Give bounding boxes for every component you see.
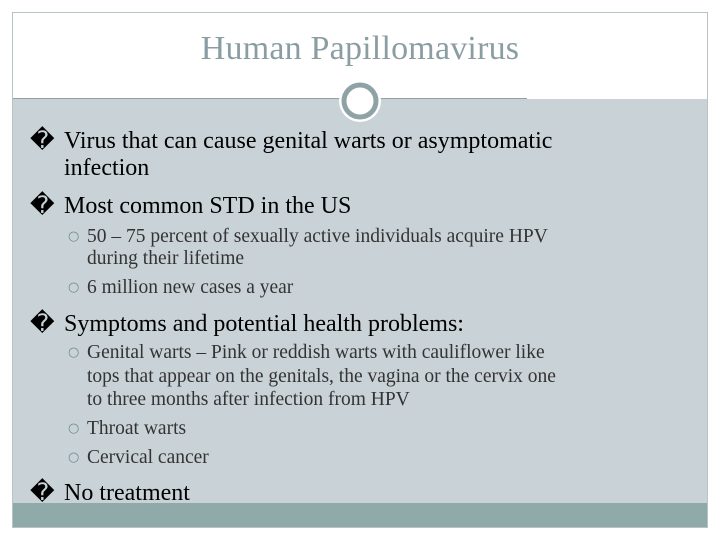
- footer-band: [13, 503, 707, 527]
- title-divider-left: [13, 98, 340, 99]
- sub-bullet-marker: ○: [68, 229, 80, 244]
- sub-bullet-marker: ○: [68, 421, 80, 436]
- sub-bullet-percent-text: 50 – 75 percent of sexually active individuals acquire HPV: [87, 226, 548, 247]
- sub-bullet-percent: [68, 226, 548, 247]
- bullet-virus: [30, 127, 552, 154]
- sub-bullet-percent-continuation: during their lifetime: [87, 248, 245, 269]
- title-divider-right: [380, 98, 527, 99]
- sub-bullet-throat-warts: [68, 418, 186, 439]
- sub-bullet-genital-warts-continuation-1: tops that appear on the genitals, the vagina or the cervix one: [87, 366, 556, 387]
- sub-bullet-cervical-cancer-text: Cervical cancer: [87, 447, 209, 468]
- sub-bullet-marker: ○: [68, 280, 80, 295]
- sub-bullet-genital-warts: [68, 342, 545, 363]
- bullet-virus-text: Virus that can cause genital warts or asymptomatic: [64, 128, 553, 154]
- bullet-no-treatment-text: No treatment: [64, 480, 190, 506]
- sub-bullet-marker: ○: [68, 345, 80, 360]
- bullet-symptoms: [30, 310, 464, 337]
- sub-bullet-genital-warts-continuation-2: to three months after infection from HPV: [87, 389, 410, 410]
- bullet-most-common: [30, 192, 351, 219]
- bullet-marker: �: [30, 478, 55, 506]
- sub-bullet-throat-warts-text: Throat warts: [87, 418, 187, 439]
- slide-title: Human Papillomavirus: [200, 30, 520, 67]
- sub-bullet-new-cases: [68, 277, 293, 298]
- bullet-marker: �: [30, 191, 55, 219]
- bullet-virus-continuation: infection: [64, 155, 150, 181]
- sub-bullet-marker: ○: [68, 450, 80, 465]
- bullet-most-common-text: Most common STD in the US: [64, 193, 352, 219]
- sub-bullet-new-cases-text: 6 million new cases a year: [87, 277, 294, 298]
- bullet-symptoms-text: Symptoms and potential health problems:: [64, 311, 464, 337]
- sub-bullet-cervical-cancer: [68, 447, 209, 468]
- circle-ornament-icon: [337, 78, 383, 124]
- sub-bullet-genital-warts-text: Genital warts – Pink or reddish warts with cauliflower like: [87, 342, 545, 363]
- bullet-marker: �: [30, 126, 55, 154]
- bullet-no-treatment: [30, 479, 190, 506]
- bullet-marker: �: [30, 309, 55, 337]
